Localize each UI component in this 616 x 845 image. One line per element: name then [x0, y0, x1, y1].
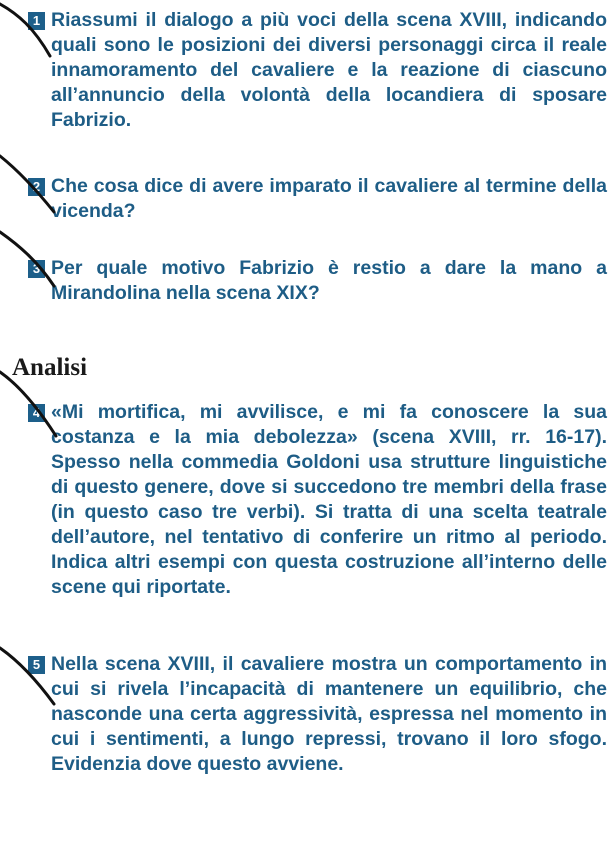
- question-text: Riassumi il dialogo a più voci della scena XVIII, indicando quali sono le posizioni dei diversi personaggi circa il reale innamoramento del cavaliere e la reazione di ciascuno all’annuncio della volontà della locandiera di sposare Fabrizio.: [51, 9, 607, 131]
- checkmark-2: [0, 156, 54, 212]
- question-text: Che cosa dice di avere imparato il cavaliere al termine della vicenda?: [51, 175, 607, 222]
- checkmark-5: [0, 648, 54, 704]
- question-number-badge: 4: [28, 404, 45, 422]
- question-number-badge: 5: [28, 656, 45, 674]
- checkmark-3: [0, 232, 54, 286]
- question-number-badge: 1: [28, 12, 45, 30]
- question-text: Nella scena XVIII, il cavaliere mostra un comportamento in cui si rivela l’incapacità di mantenere un equilibrio, che nasconde una certa aggressività, espressa nel momento in cui i sentimenti, a lungo repressi, trovano il loro sfogo. Evidenzia dove questo avviene.: [51, 653, 607, 775]
- section-title: Analisi: [12, 354, 88, 381]
- question-number-badge: 2: [28, 178, 45, 196]
- question-text: Per quale motivo Fabrizio è restio a dare la mano a Mirandolina nella scena XIX?: [51, 257, 607, 304]
- question-text: «Mi mortifica, mi avvilisce, e mi fa conoscere la sua costanza e la mia debolezza» (scena XVIII, rr. 16-17). Spesso nella commedia Goldoni usa strutture linguistiche di questo genere, dove si succedono tre membri della frase (in questo caso tre verbi). Si tratta di una scelta teatrale dell’autore, nel tentativo di conferire un ritmo al periodo. Indica altri esempi con questa costruzione all’interno delle scene qui riportate.: [51, 401, 607, 598]
- question-number-badge: 3: [28, 260, 45, 278]
